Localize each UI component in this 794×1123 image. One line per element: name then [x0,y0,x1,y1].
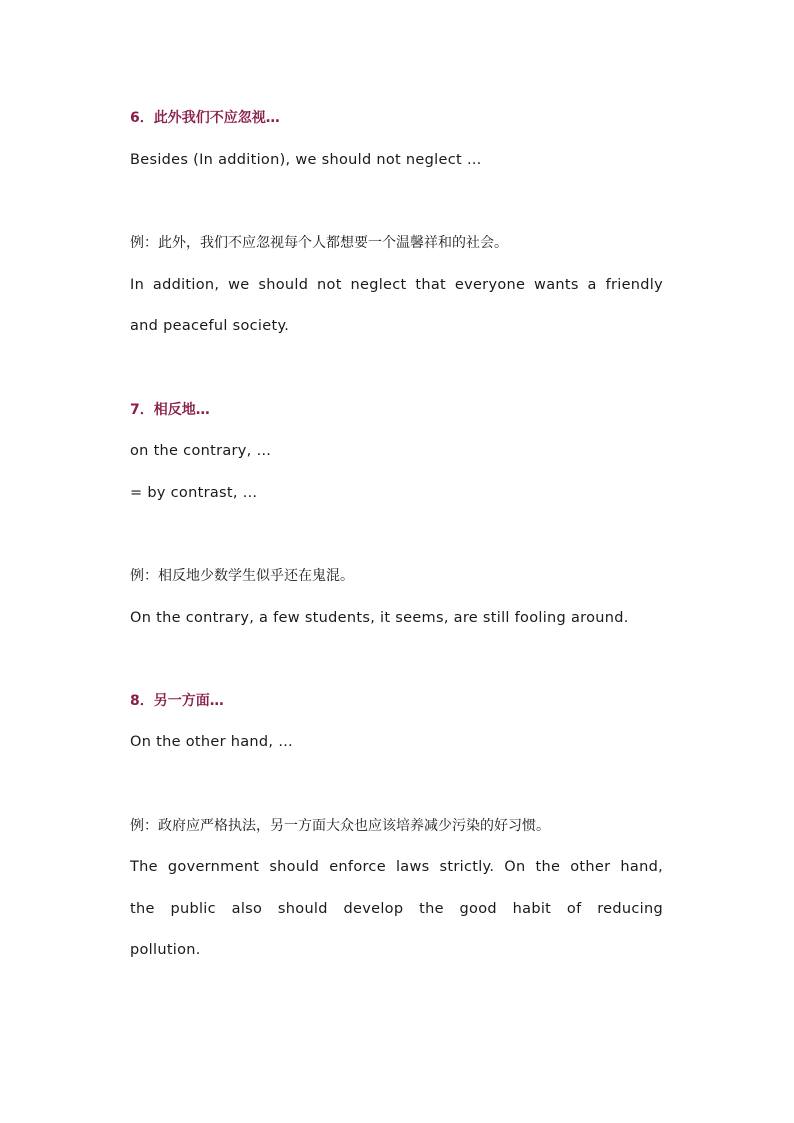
section-8-heading: 8．另一方面… [130,693,224,709]
section-7-phrase-2: = by contrast, … [130,485,258,501]
section-8-phrase: On the other hand, … [130,734,294,750]
section-8-example-zh: 例：政府应严格执法，另一方面大众也应该培养减少污染的好习惯。 [130,818,550,834]
section-8-example-en-line-2: the public also should develop the good habit of reducing [130,901,663,917]
section-6-example-en-line-1: In addition, we should not neglect that everyone wants a friendly [130,277,663,293]
section-7-phrase-1: on the contrary, … [130,443,272,459]
section-7-heading: 7．相反地… [130,402,210,418]
section-6-example-zh: 例：此外，我们不应忽视每个人都想要一个温馨祥和的社会。 [130,235,508,251]
section-6-heading: 6．此外我们不应忽视… [130,110,280,126]
section-6-example-en-line-2: and peaceful society. [130,318,290,334]
section-8-example-en-line-3: pollution. [130,942,201,958]
section-8-example-en-line-1: The government should enforce laws strictly. On the other hand, [130,859,663,875]
section-6-phrase: Besides (In addition), we should not neglect … [130,152,482,168]
section-7-example-en-line-1: On the contrary, a few students, it seems, are still fooling around. [130,610,629,626]
section-7-example-zh: 例：相反地少数学生似乎还在鬼混。 [130,568,354,584]
